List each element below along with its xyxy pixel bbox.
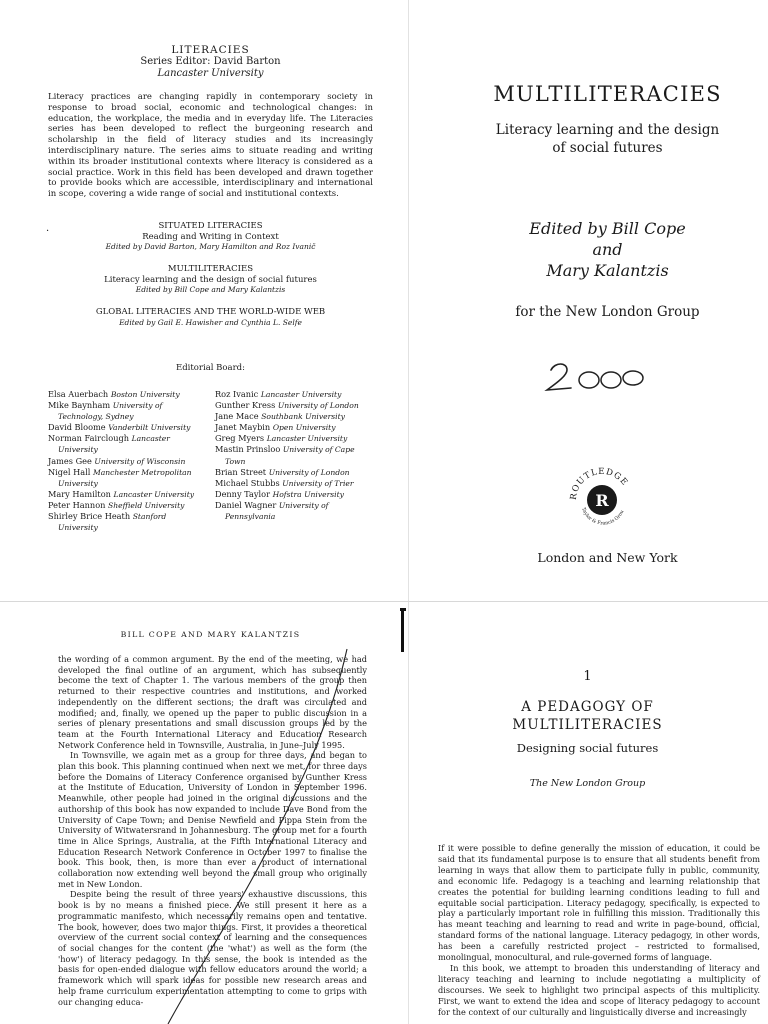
- chapter-text: [438, 843, 760, 1018]
- editors-line: and: [592, 240, 623, 259]
- svg-text:Taylor & Francis Group: Taylor & Francis Grou: [580, 507, 626, 527]
- board-member-affiliation: University of London: [268, 467, 350, 477]
- board-member-name: James Gee: [48, 455, 92, 466]
- board-member: [215, 400, 375, 411]
- editors-line: Mary Kalantzis: [546, 261, 669, 280]
- board-member: [48, 456, 208, 467]
- board-member-name: Michael Stubbs: [215, 477, 280, 488]
- editorial-board-heading: Editorial Board:: [176, 363, 245, 373]
- svg-text:R: R: [595, 491, 609, 510]
- board-member-affiliation: University of Pennsylvania: [225, 500, 329, 522]
- board-member: [48, 489, 208, 500]
- chapter-title-line: A PEDAGOGY OF: [521, 699, 654, 715]
- board-member-affiliation: Manchester Metropolitan University: [58, 467, 192, 488]
- board-member-affiliation: Lancaster University: [58, 434, 170, 455]
- chapter-author: The New London Group: [529, 778, 646, 789]
- board-member-affiliation: University of Trier: [282, 478, 354, 488]
- paragraph: In this book, we attempt to broaden this understanding of literacy and literacy teaching and learning to include negotiating a multiplicity of discourses. We seek to highlight two principal aspects of this multiplicity. First, we want to extend the idea and scope of literacy pedagogy to account for the context of our culturally and linguistically diverse and increasingly: [438, 962, 760, 1017]
- series-header: [48, 44, 373, 80]
- paragraph: If it were possible to define generally the mission of education, it could be said that its fundamental purpose is to ensure that all students benefit from learning in ways that allow them to participate fully in public, community, and economic life. Pedagogy is a teaching and learning relationship that creates the potential for building learning conditions leading to full and equitable social participation. Literacy pedagogy, specifically, is expected to play a particularly important role in fulfilling this mission. Traditionally this has meant teaching and learning to read and write in page-bound, official, standard forms of the national language. Literacy pedagogy, in other words, has been a carefully restricted project – restricted to formalised, monolingual, monocultural, and rule-governed forms of language.: [438, 843, 760, 963]
- board-member: [48, 422, 208, 433]
- handwritten-year: [537, 356, 657, 396]
- chapter-subtitle: Designing social futures: [516, 741, 659, 755]
- board-member: [215, 411, 375, 422]
- series-title-item: [48, 221, 373, 252]
- series-title-editors: Edited by Gail E. Hawisher and Cynthia L. Selfe: [119, 317, 302, 327]
- chapter-title: [470, 698, 705, 734]
- board-member-name: Jane Mace: [215, 411, 259, 422]
- board-member: [48, 500, 208, 511]
- board-member-name: Elsa Auerbach: [48, 389, 109, 399]
- board-member-affiliation: University of Wisconsin: [94, 456, 186, 466]
- preface-text: [58, 654, 367, 1007]
- board-member-affiliation: Lancaster University: [266, 434, 348, 444]
- board-member-name: Gunther Kress: [215, 400, 276, 411]
- paragraph: the wording of a common argument. By the end of the meeting, we had developed the final outline of an argument, which has subsequently become the text of Chapter 1. The various members of the group then returned to their respective countries and institutions, and worked independently on the different sections; the draft was circulated and modified; and, finally, we opened up the paper to public discussion in a series of plenary presentations and small discussion groups led by the team at the Fourth International Literacy and Education Research Network Conference held in Townsville, Australia, in June–July 1995.: [58, 654, 367, 750]
- board-member-name: Greg Myers: [215, 433, 265, 444]
- book-title: MULTILITERACIES: [493, 82, 722, 106]
- series-title-editors: Edited by David Barton, Mary Hamilton and Roz Ivanič: [105, 242, 316, 251]
- editorial-board-right: [215, 389, 375, 522]
- series-title-editors: Edited by Bill Cope and Mary Kalantzis: [135, 285, 286, 294]
- series-title-item: [48, 307, 373, 328]
- board-member-name: Daniel Wagner: [215, 499, 277, 510]
- board-member-name: Mastin Prinsloo: [215, 444, 281, 455]
- editors-line: Edited by Bill Cope: [529, 219, 686, 238]
- editorial-board-left: [48, 389, 208, 533]
- board-member-affiliation: Hofstra University: [272, 489, 344, 499]
- board-member-affiliation: Vanderbilt University: [108, 423, 191, 433]
- board-member-name: Nigel Hall: [48, 466, 91, 477]
- book-subtitle-line: Literacy learning and the design: [495, 122, 720, 138]
- routledge-logo: [562, 460, 642, 540]
- board-member-name: Peter Hannon: [48, 499, 106, 510]
- series-title-item: [48, 264, 373, 295]
- chapter-opening-page: [410, 605, 768, 1024]
- board-member-affiliation: University of London: [277, 401, 359, 411]
- board-member-name: Denny Taylor: [215, 488, 270, 499]
- board-member-affiliation: Sheffield University: [108, 500, 185, 510]
- board-member-affiliation: Open University: [272, 423, 336, 433]
- board-member-name: Mary Hamilton: [48, 488, 111, 499]
- book-editors: [470, 218, 745, 281]
- board-member-name: Janet Maybin: [215, 422, 271, 433]
- spread-divider: [0, 601, 768, 602]
- board-member: [215, 500, 375, 522]
- board-member-name: David Bloome: [48, 422, 106, 433]
- title-page: [410, 0, 768, 600]
- running-head: BILL COPE AND MARY KALANTZIS: [120, 630, 301, 639]
- series-institution: Lancaster University: [157, 68, 264, 79]
- series-title-subtitle: Reading and Writing in Context: [142, 231, 279, 242]
- board-member: [215, 467, 375, 478]
- board-member-name: Brian Street: [215, 466, 267, 477]
- board-member: [215, 489, 375, 500]
- series-name: LITERACIES: [171, 44, 250, 56]
- series-title: SITUATED LITERACIES: [158, 221, 263, 231]
- scan-margin-mark: [400, 608, 406, 652]
- board-member-affiliation: Lancaster University: [260, 390, 342, 399]
- board-member-name: Mike Baynham: [48, 400, 111, 411]
- board-member-name: Norman Fairclough: [48, 433, 129, 444]
- board-member: [215, 422, 375, 433]
- paragraph: Despite being the result of three years' exhaustive discussions, this book is by no means a finished piece. We still present it here as a programmatic manifesto, which necessarily remains open and tentative. The book, however, does two major things. First, it provides a theoretical overview of the current social context of learning and the consequences of social changes for the content (the 'what') as well as the form (the 'how') of literacy pedagogy. In this sense, the book is intended as the basis for open-ended dialogue with fellow educators around the world; a framework which will spark ideas for possible new research areas and help frame curriculum experimentation attempting to come to grips with our changing educa-: [58, 889, 367, 1007]
- stray-mark: ·: [46, 226, 50, 237]
- board-member: [48, 433, 208, 455]
- board-member-name: Roz Ivanic: [215, 389, 259, 399]
- board-member-affiliation: University of Technology, Sydney: [58, 401, 163, 422]
- board-member: [48, 467, 208, 489]
- board-member-affiliation: Lancaster University: [113, 489, 195, 499]
- board-member-affiliation: University of Cape Town: [225, 445, 355, 466]
- series-description: Literacy practices are changing rapidly in contemporary society in response to broad social, economic and technological changes: in education, the workplace, the media and in everyday life. The Literacies series has been developed to reflect the burgeoning research and scholarship in the field of literacy studies and its increasingly interdisciplinary nature. The series aims to situate reading and writing within its broader institutional contexts where literacy is considered as a social practice. Work in this field has been developed and drawn together to provide books which are accessible, interdisciplinary and international in scope, covering a wide range of social and institutional contexts.: [48, 92, 373, 200]
- series-title: GLOBAL LITERACIES AND THE WORLD-WIDE WEB: [95, 307, 326, 317]
- series-titles-list: [48, 221, 373, 340]
- svg-text:ROUTLEDGE: ROUTLEDGE: [568, 466, 630, 501]
- board-member: [48, 389, 208, 400]
- book-subtitle: [470, 121, 745, 157]
- preface-page: [0, 605, 405, 1024]
- chapter-title-line: MULTILITERACIES: [512, 717, 663, 733]
- book-subtitle-line: of social futures: [552, 140, 663, 156]
- series-title-subtitle: Literacy learning and the design of social futures: [104, 274, 317, 285]
- chapter-number: 1: [583, 669, 592, 684]
- board-member: [48, 511, 208, 533]
- board-member-affiliation: Boston University: [110, 390, 180, 399]
- series-page: [0, 0, 410, 600]
- board-member-affiliation: Stanford University: [58, 512, 167, 533]
- paragraph: In Townsville, we again met as a group for three days, and began to plan this book. This planning continued when next we met, for three days before the Domains of Literacy Conference organised by Gunther Kress at the Institute of Education, University of London in September 1996. Meanwhile, other people had joined in the original discussions and the authorship of this book has now expanded to include Dave Bond from the University of Cape Town; and Denise Newfield and Pippa Stein from the University of Witwatersrand in Johannesburg. The group met for a fourth time in Alice Springs, Australia, at the Fifth International Literacy and Education Research Network Conference in October 1997 to finalise the book. This book, then, is more than ever a product of international collaboration now extending well beyond the small group who originally met in New London.: [58, 750, 367, 889]
- board-member: [48, 400, 208, 422]
- board-member-affiliation: Southbank University: [261, 412, 345, 422]
- board-member: [215, 444, 375, 466]
- series-editor: Series Editor: David Barton: [140, 56, 281, 67]
- board-member-name: Shirley Brice Heath: [48, 511, 131, 522]
- board-member: [215, 433, 375, 444]
- group-credit: for the New London Group: [515, 304, 700, 320]
- series-title: MULTILITERACIES: [167, 264, 254, 274]
- board-member: [215, 478, 375, 489]
- publisher-place: London and New York: [537, 550, 678, 565]
- board-member: [215, 389, 375, 400]
